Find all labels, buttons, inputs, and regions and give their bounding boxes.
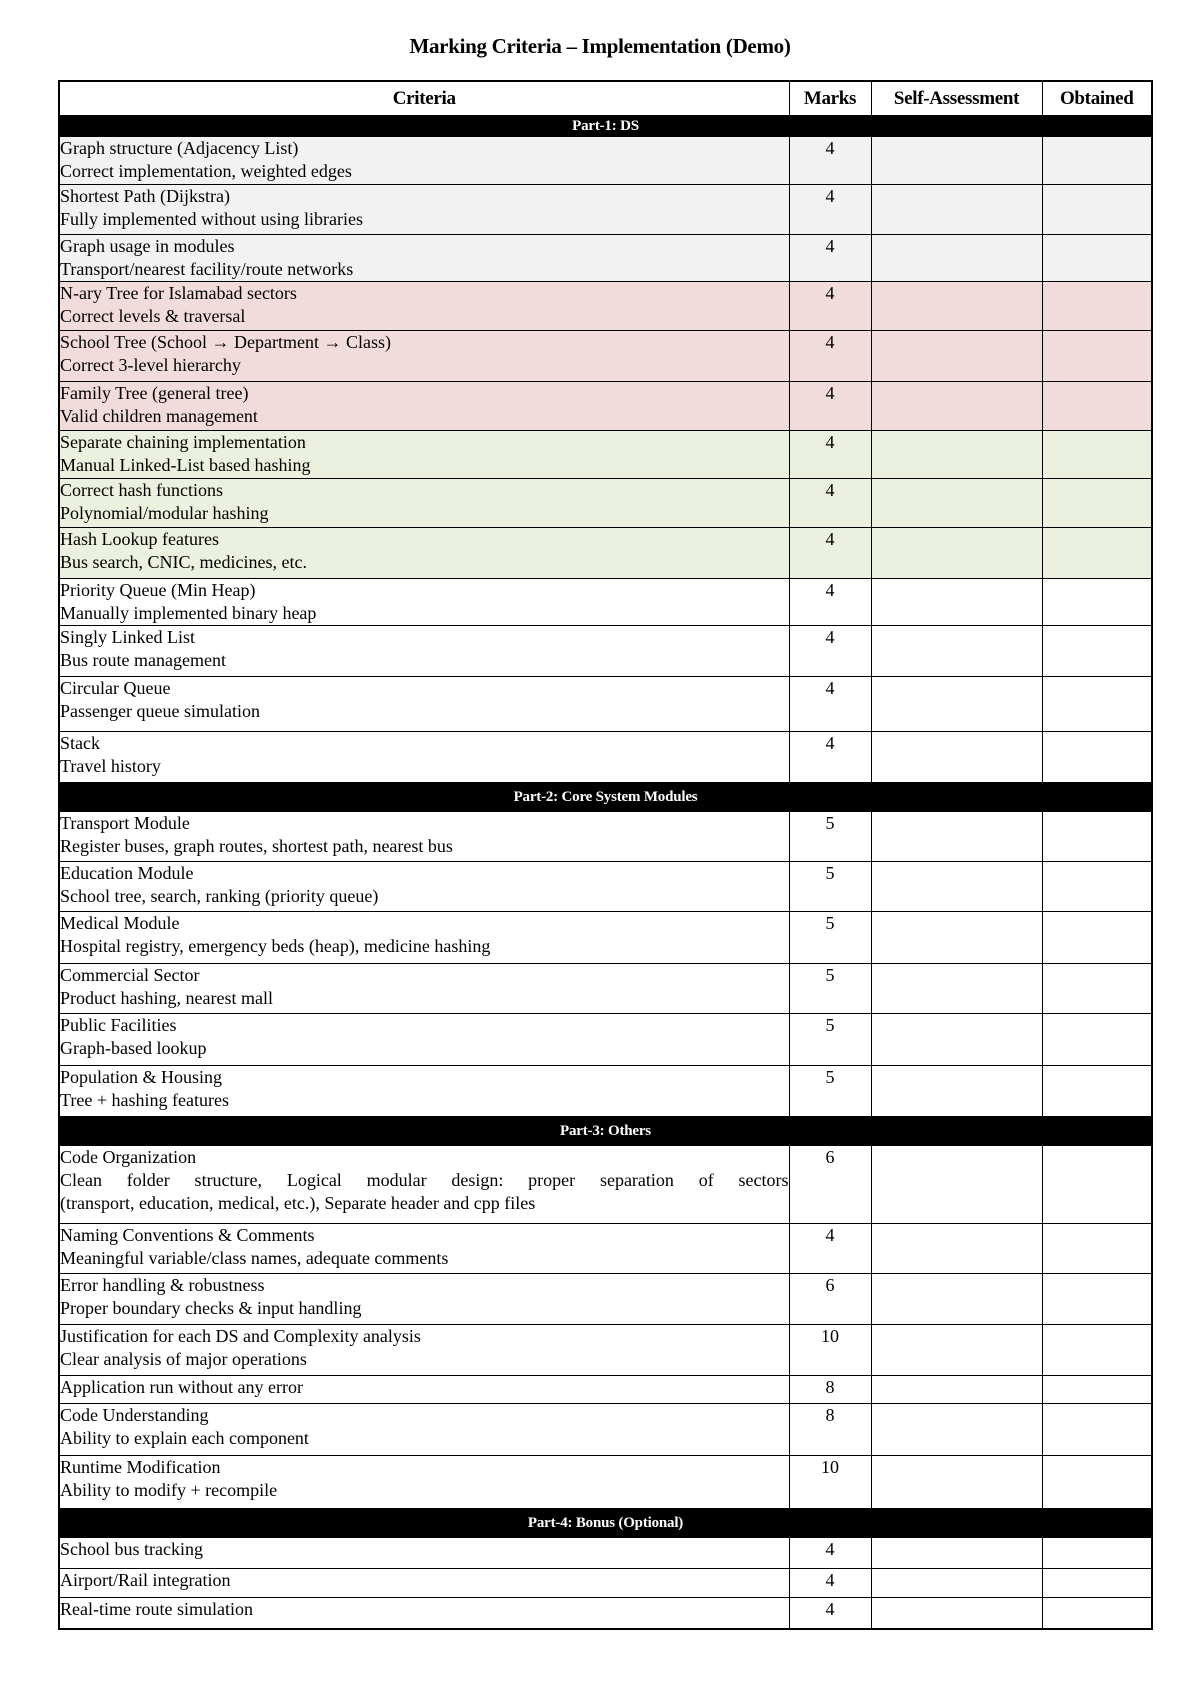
criteria-title: Correct hash functions <box>60 480 223 500</box>
table-row <box>59 331 1152 382</box>
self-assessment-cell[interactable] <box>871 732 1042 783</box>
criteria-description: Register buses, graph routes, shortest path, nearest bus <box>60 836 453 856</box>
table-row <box>59 282 1152 331</box>
table-row <box>59 626 1152 677</box>
criteria-title: Naming Conventions & Comments <box>60 1225 315 1245</box>
obtained-cell[interactable] <box>1042 1014 1152 1066</box>
criteria-title: Code Organization <box>60 1147 197 1167</box>
criteria-cell <box>59 1146 789 1224</box>
obtained-cell[interactable] <box>1042 382 1152 431</box>
criteria-title: Singly Linked List <box>60 627 195 647</box>
criteria-cell <box>59 812 789 862</box>
marks-cell: 5 <box>789 912 871 964</box>
criteria-cell <box>59 1376 789 1404</box>
obtained-cell[interactable] <box>1042 579 1152 626</box>
criteria-cell <box>59 1066 789 1117</box>
table-row <box>59 431 1152 479</box>
marks-cell: 4 <box>789 1224 871 1274</box>
criteria-cell <box>59 1569 789 1598</box>
marks-cell: 5 <box>789 812 871 862</box>
criteria-title: Public Facilities <box>60 1015 177 1035</box>
criteria-title: Shortest Path (Dijkstra) <box>60 186 230 206</box>
criteria-cell <box>59 528 789 579</box>
self-assessment-cell[interactable] <box>871 912 1042 964</box>
table-row <box>59 1325 1152 1376</box>
criteria-description: Polynomial/modular hashing <box>60 503 269 523</box>
self-assessment-cell[interactable] <box>871 282 1042 331</box>
self-assessment-cell[interactable] <box>871 235 1042 282</box>
obtained-cell[interactable] <box>1042 1325 1152 1376</box>
self-assessment-cell[interactable] <box>871 137 1042 185</box>
obtained-cell[interactable] <box>1042 677 1152 732</box>
self-assessment-cell[interactable] <box>871 1404 1042 1456</box>
criteria-description: Clean folder structure, Logical modular design: proper separation of sectors <box>60 1170 789 1190</box>
criteria-title: Commercial Sector <box>60 965 200 985</box>
self-assessment-cell[interactable] <box>871 1014 1042 1066</box>
criteria-cell <box>59 677 789 732</box>
header-row <box>59 81 1152 116</box>
table-row <box>59 235 1152 282</box>
table-row <box>59 862 1152 912</box>
criteria-column-header: Criteria <box>59 81 789 116</box>
obtained-cell[interactable] <box>1042 1376 1152 1404</box>
obtained-cell[interactable] <box>1042 912 1152 964</box>
self-assessment-cell[interactable] <box>871 431 1042 479</box>
self-assessment-cell[interactable] <box>871 1066 1042 1117</box>
criteria-cell <box>59 282 789 331</box>
marks-cell: 4 <box>789 331 871 382</box>
obtained-cell[interactable] <box>1042 479 1152 528</box>
criteria-title: Stack <box>60 733 100 753</box>
self-assessment-cell[interactable] <box>871 1598 1042 1630</box>
criteria-title: Airport/Rail integration <box>60 1570 231 1590</box>
criteria-title: Runtime Modification <box>60 1457 221 1477</box>
self-assessment-cell[interactable] <box>871 579 1042 626</box>
self-assessment-cell[interactable] <box>871 812 1042 862</box>
marks-cell: 5 <box>789 1014 871 1066</box>
criteria-title: School bus tracking <box>60 1539 203 1559</box>
criteria-cell <box>59 626 789 677</box>
criteria-description: Proper boundary checks & input handling <box>60 1298 362 1318</box>
obtained-cell[interactable] <box>1042 1146 1152 1224</box>
criteria-cell <box>59 732 789 783</box>
criteria-description: Ability to modify + recompile <box>60 1480 278 1500</box>
criteria-description: Fully implemented without using libraries <box>60 209 363 229</box>
marks-cell: 4 <box>789 431 871 479</box>
criteria-title: Separate chaining implementation <box>60 432 306 452</box>
marks-cell: 4 <box>789 235 871 282</box>
marks-cell: 6 <box>789 1146 871 1224</box>
marks-cell: 6 <box>789 1274 871 1325</box>
obtained-cell[interactable] <box>1042 964 1152 1014</box>
criteria-description: Tree + hashing features <box>60 1090 229 1110</box>
criteria-title: Hash Lookup features <box>60 529 219 549</box>
section-title: Part-4: Bonus (Optional) <box>59 1509 1152 1538</box>
section-title: Part-1: DS <box>59 116 1152 137</box>
criteria-description: Bus search, CNIC, medicines, etc. <box>60 552 307 572</box>
criteria-title: Graph usage in modules <box>60 236 235 256</box>
table-row <box>59 1456 1152 1509</box>
self-assessment-cell[interactable] <box>871 862 1042 912</box>
self-assessment-cell[interactable] <box>871 1376 1042 1404</box>
table-row <box>59 1376 1152 1404</box>
obtained-cell[interactable] <box>1042 862 1152 912</box>
criteria-description: Bus route management <box>60 650 226 670</box>
criteria-title: Error handling & robustness <box>60 1275 265 1295</box>
criteria-title: Medical Module <box>60 913 180 933</box>
criteria-cell <box>59 1325 789 1376</box>
table-row <box>59 812 1152 862</box>
marks-cell: 4 <box>789 528 871 579</box>
criteria-cell <box>59 431 789 479</box>
table-row <box>59 1146 1152 1224</box>
table-row <box>59 579 1152 626</box>
criteria-title: Graph structure (Adjacency List) <box>60 138 299 158</box>
table-row <box>59 1014 1152 1066</box>
self-assessment-cell[interactable] <box>871 1569 1042 1598</box>
marks-column-header: Marks <box>789 81 871 116</box>
obtained-cell[interactable] <box>1042 626 1152 677</box>
criteria-description: Graph-based lookup <box>60 1038 207 1058</box>
marks-cell: 10 <box>789 1325 871 1376</box>
criteria-cell <box>59 331 789 382</box>
criteria-cell <box>59 1014 789 1066</box>
obtained-cell[interactable] <box>1042 1274 1152 1325</box>
table-row <box>59 137 1152 185</box>
marks-cell: 5 <box>789 862 871 912</box>
criteria-description: Meaningful variable/class names, adequate comments <box>60 1248 449 1268</box>
table-body <box>59 116 1152 1630</box>
self-assessment-cell[interactable] <box>871 382 1042 431</box>
criteria-description: Passenger queue simulation <box>60 701 260 721</box>
table-row <box>59 382 1152 431</box>
table-row <box>59 185 1152 235</box>
self-assessment-cell[interactable] <box>871 677 1042 732</box>
criteria-cell <box>59 964 789 1014</box>
table-row <box>59 1066 1152 1117</box>
page-title: Marking Criteria – Implementation (Demo) <box>409 34 791 58</box>
marks-cell: 10 <box>789 1456 871 1509</box>
section-title: Part-3: Others <box>59 1117 1152 1146</box>
criteria-description: Correct levels & traversal <box>60 306 246 326</box>
self-assessment-cell[interactable] <box>871 331 1042 382</box>
obtained-cell[interactable] <box>1042 282 1152 331</box>
criteria-description: Manual Linked-List based hashing <box>60 455 311 475</box>
obtained-cell[interactable] <box>1042 185 1152 235</box>
criteria-title: Population & Housing <box>60 1067 223 1087</box>
obtained-cell[interactable] <box>1042 1538 1152 1569</box>
marks-cell: 4 <box>789 677 871 732</box>
criteria-description: Hospital registry, emergency beds (heap), medicine hashing <box>60 936 491 956</box>
section-header-part-3 <box>59 1117 1152 1146</box>
marking-criteria-table <box>58 80 1153 1630</box>
criteria-description: Transport/nearest facility/route networks <box>60 259 354 279</box>
criteria-title: Application run without any error <box>60 1377 303 1397</box>
marks-cell: 4 <box>789 185 871 235</box>
marks-cell: 4 <box>789 137 871 185</box>
criteria-title: N-ary Tree for Islamabad sectors <box>60 283 297 303</box>
section-header-part-4 <box>59 1509 1152 1538</box>
section-header-part-1 <box>59 116 1152 137</box>
table-row <box>59 1538 1152 1569</box>
criteria-cell <box>59 185 789 235</box>
marks-cell: 4 <box>789 626 871 677</box>
obtained-cell[interactable] <box>1042 431 1152 479</box>
table-row <box>59 479 1152 528</box>
criteria-cell <box>59 382 789 431</box>
criteria-title: Real-time route simulation <box>60 1599 253 1619</box>
criteria-description: Manually implemented binary heap <box>60 603 317 623</box>
obtained-cell[interactable] <box>1042 1224 1152 1274</box>
table-row <box>59 1569 1152 1598</box>
table-row <box>59 1598 1152 1630</box>
obtained-cell[interactable] <box>1042 137 1152 185</box>
self-assessment-cell[interactable] <box>871 1456 1042 1509</box>
criteria-description: Travel history <box>60 756 161 776</box>
obtained-cell[interactable] <box>1042 732 1152 783</box>
criteria-description: Correct 3-level hierarchy <box>60 355 241 375</box>
marks-cell: 4 <box>789 382 871 431</box>
obtained-cell[interactable] <box>1042 331 1152 382</box>
marks-cell: 4 <box>789 579 871 626</box>
marks-cell: 4 <box>789 282 871 331</box>
obtained-cell[interactable] <box>1042 1066 1152 1117</box>
self-assessment-cell[interactable] <box>871 528 1042 579</box>
criteria-title: School Tree (School → Department → Class) <box>60 332 391 352</box>
table-row <box>59 964 1152 1014</box>
table-row <box>59 1224 1152 1274</box>
criteria-description-continued: (transport, education, medical, etc.), Separate header and cpp files <box>60 1193 536 1213</box>
marks-cell: 4 <box>789 732 871 783</box>
criteria-description: Valid children management <box>60 406 258 426</box>
self-assessment-cell[interactable] <box>871 479 1042 528</box>
criteria-description: Product hashing, nearest mall <box>60 988 273 1008</box>
criteria-title: Education Module <box>60 863 194 883</box>
self-assessment-cell[interactable] <box>871 1538 1042 1569</box>
criteria-cell <box>59 1404 789 1456</box>
marks-cell: 5 <box>789 1066 871 1117</box>
criteria-cell <box>59 235 789 282</box>
criteria-description: School tree, search, ranking (priority queue) <box>60 886 379 906</box>
table-row <box>59 1404 1152 1456</box>
marks-cell: 4 <box>789 1569 871 1598</box>
criteria-title: Justification for each DS and Complexity analysis <box>60 1326 421 1346</box>
obtained-cell[interactable] <box>1042 528 1152 579</box>
criteria-description: Clear analysis of major operations <box>60 1349 307 1369</box>
criteria-title: Priority Queue (Min Heap) <box>60 580 256 600</box>
table-row <box>59 912 1152 964</box>
criteria-title: Circular Queue <box>60 678 171 698</box>
obtained-cell[interactable] <box>1042 1598 1152 1630</box>
criteria-cell <box>59 579 789 626</box>
marks-cell: 4 <box>789 1598 871 1630</box>
criteria-title: Transport Module <box>60 813 190 833</box>
self-assessment-cell[interactable] <box>871 1224 1042 1274</box>
criteria-cell <box>59 1456 789 1509</box>
criteria-cell <box>59 479 789 528</box>
criteria-title: Code Understanding <box>60 1405 209 1425</box>
obtained-column-header: Obtained <box>1042 81 1152 116</box>
table-row <box>59 1274 1152 1325</box>
self-assessment-cell[interactable] <box>871 185 1042 235</box>
criteria-cell <box>59 1274 789 1325</box>
marks-cell: 5 <box>789 964 871 1014</box>
self-assessment-cell[interactable] <box>871 1274 1042 1325</box>
obtained-cell[interactable] <box>1042 1404 1152 1456</box>
table-row <box>59 732 1152 783</box>
section-header-part-2 <box>59 783 1152 812</box>
marks-cell: 8 <box>789 1404 871 1456</box>
self-assessment-cell[interactable] <box>871 964 1042 1014</box>
marks-cell: 4 <box>789 1538 871 1569</box>
self-assessment-cell[interactable] <box>871 626 1042 677</box>
section-title: Part-2: Core System Modules <box>59 783 1152 812</box>
marks-cell: 8 <box>789 1376 871 1404</box>
self-assessment-column-header: Self-Assessment <box>871 81 1042 116</box>
criteria-title: Family Tree (general tree) <box>60 383 249 403</box>
marks-cell: 4 <box>789 479 871 528</box>
criteria-cell <box>59 1598 789 1630</box>
obtained-cell[interactable] <box>1042 1569 1152 1598</box>
obtained-cell[interactable] <box>1042 235 1152 282</box>
self-assessment-cell[interactable] <box>871 1146 1042 1224</box>
criteria-cell <box>59 912 789 964</box>
obtained-cell[interactable] <box>1042 812 1152 862</box>
criteria-cell <box>59 862 789 912</box>
criteria-description: Correct implementation, weighted edges <box>60 161 352 181</box>
criteria-description: Ability to explain each component <box>60 1428 309 1448</box>
obtained-cell[interactable] <box>1042 1456 1152 1509</box>
criteria-cell <box>59 1538 789 1569</box>
criteria-cell <box>59 1224 789 1274</box>
table-row <box>59 677 1152 732</box>
table-row <box>59 528 1152 579</box>
criteria-cell <box>59 137 789 185</box>
self-assessment-cell[interactable] <box>871 1325 1042 1376</box>
